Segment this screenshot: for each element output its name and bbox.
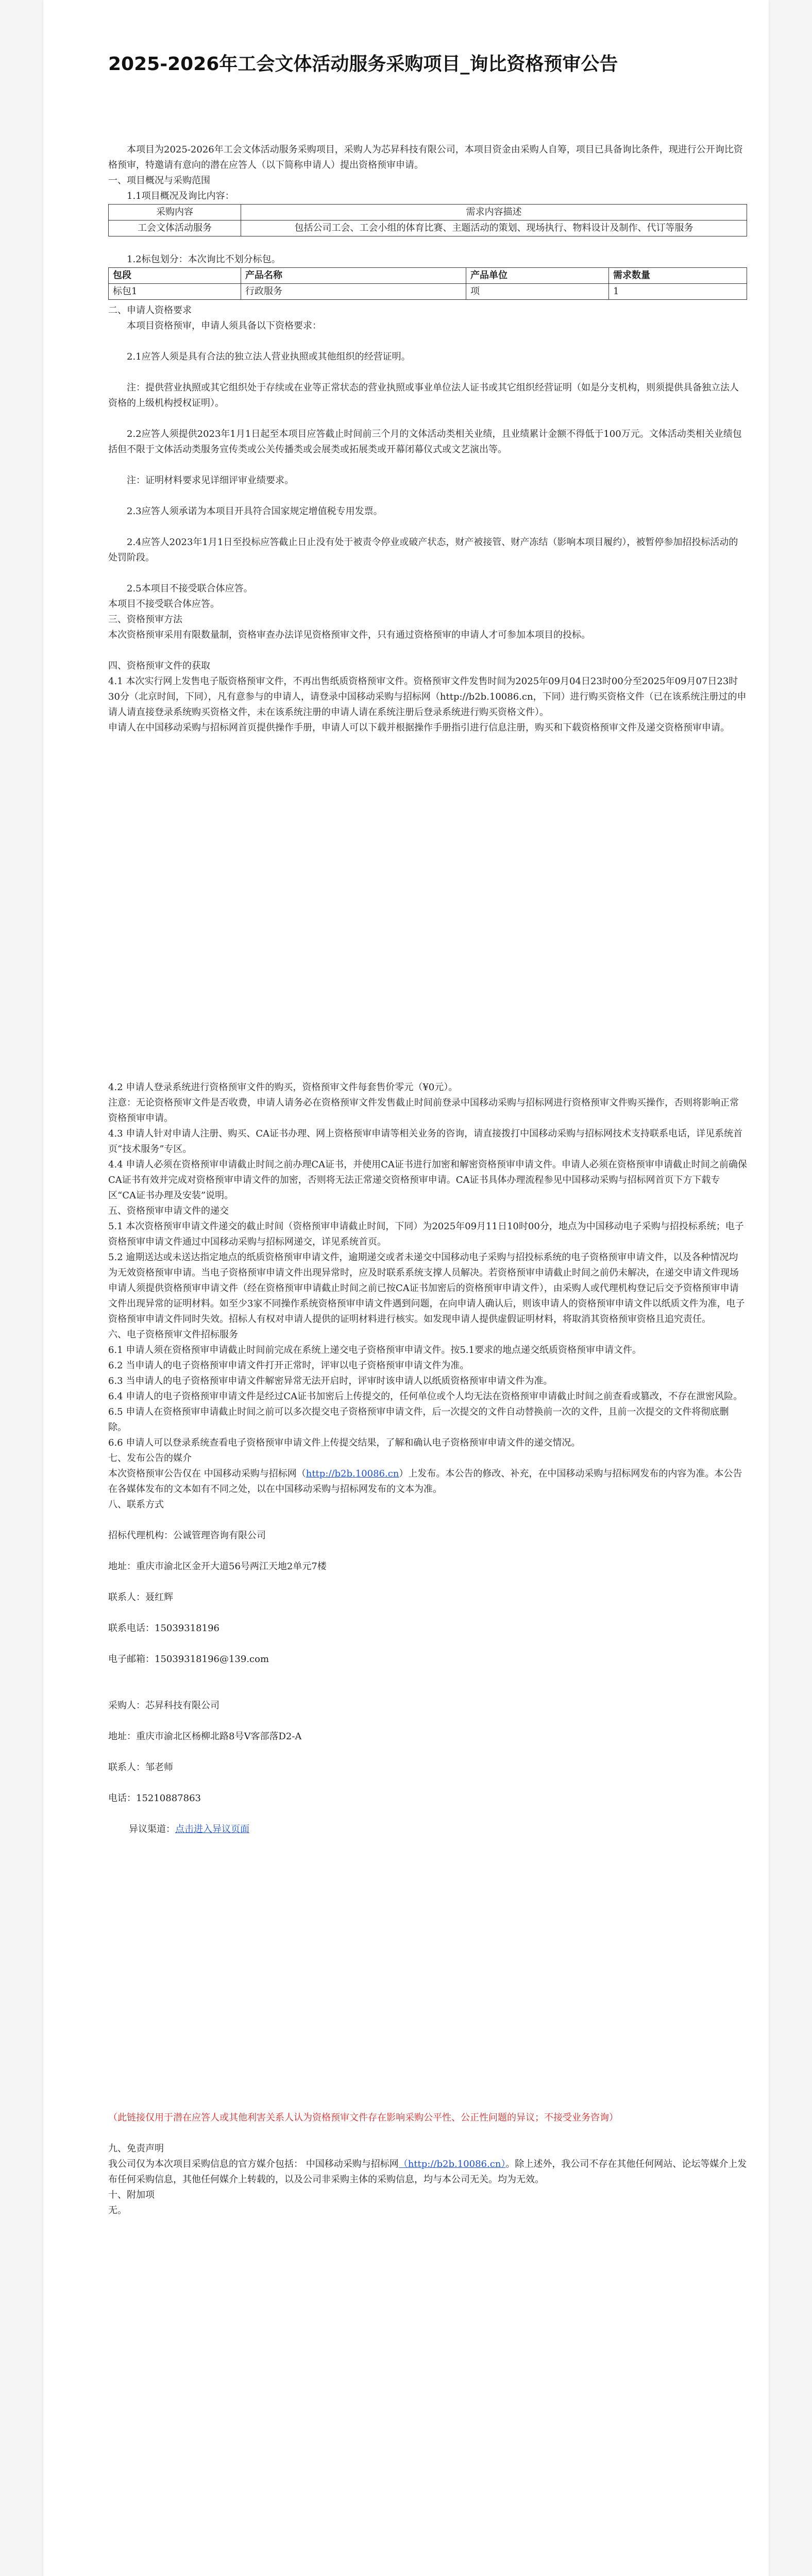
section-2-2: 2.2应答人须提供2023年1月1日起至本项目应答截止时间前三个月的文体活动类相关业绩，且业绩累计金额不得低于100万元。文体活动类相关业绩包括但不限于文体活动类服务宣传类或公关传播类或会展类或拓展类或开幕闭幕仪式或文艺演出等。	[108, 429, 742, 455]
spacer	[108, 1775, 747, 1791]
section-6-heading: 六、电子资格预审文件招标服务	[108, 1329, 238, 1340]
page-title: 2025-2026年工会文体活动服务采购项目_询比资格预审公告	[108, 54, 618, 75]
objection-warning: （此链接仅用于潜在应答人或其他利害关系人认为资格预审文件存在影响采购公平性、公正性问题的异议；不接受业务咨询）	[108, 2112, 618, 2123]
section-6-5: 6.5 申请人在资格预审申请截止时间之前可以多次提交电子资格预审申请文件，后一次提交的文件自动替换前一次的文件，且前一次提交的文件将彻底删除。	[108, 1406, 729, 1433]
section-9-text: 我公司仅为本次项目采购信息的官方媒介包括： 中国移动采购与招标网（http://b2b.10086.cn）。除上述外，我公司不存在其他任何网站、论坛等媒介上发布任何采购信息，其他任何媒介上转载的，以及公司非采购主体的采购信息，均与本公司无关。均为无效。	[108, 2159, 747, 2185]
section-5-heading: 五、资格预审申请文件的递交	[108, 1206, 229, 1216]
section-8-heading: 八、联系方式	[108, 1499, 164, 1510]
section-2-1: 2.1应答人须是具有合法的独立法人营业执照或其他组织的经营证明。	[127, 351, 411, 362]
section-3-text: 本次资格预审采用有限数量制，资格审查办法详见资格预审文件，只有通过资格预审的申请人才可参加本项目的投标。	[108, 630, 590, 640]
spacer	[108, 1714, 747, 1729]
table-cell: 标包1	[109, 284, 241, 300]
table-cell: 行政服务	[241, 284, 466, 300]
agency-email: 电子邮箱：15039318196@139.com	[108, 1654, 269, 1665]
section-2-5: 2.5本项目不接受联合体应答。	[127, 583, 253, 594]
table-header-cell: 需求内容描述	[241, 205, 747, 221]
b2b-portal-link-2[interactable]: （http://b2b.10086.cn）	[398, 2159, 506, 2170]
spacer	[108, 365, 747, 380]
section-5-1: 5.1 本次资格预审申请文件递交的截止时间（资格预审申请截止时间，下同）为2025年09月11日10时00分，地点为中国移动电子采购与招投标系统；电子资格预审申请文件通过中国移动采购与招标网递交，详见系统首页。	[108, 1221, 744, 1247]
section-10-text: 无。	[108, 2205, 127, 2216]
b2b-portal-link[interactable]: http://b2b.10086.cn	[306, 1468, 399, 1479]
section-4-1: 4.1 本次实行网上发售电子版资格预审文件，不再出售纸质资格预审文件。资格预审文件发售时间为2025年09月04日23时00分至2025年09月07日23时30分（北京时间，下同），凡有意参与的申请人，请登录中国移动采购与招标网（http://b2b.10086.cn，下同）进行购买资格文件（已在该系统注册过的申请人请直接登录系统购买资格文件，未在该系统注册的申请人请在系统注册后登录系统进行购买资格文件）。	[108, 676, 747, 718]
table-header-cell: 采购内容	[109, 205, 241, 221]
notice-body-3	[108, 2110, 747, 2218]
section-3-heading: 三、资格预审方法	[108, 614, 182, 625]
spacer	[108, 643, 747, 658]
section-4-1b: 申请人在中国移动采购与招标网首页提供操作手册，申请人可以下载并根据操作手册指引进行信息注册，购买和下载资格预审文件及递交资格预审申请。	[108, 722, 730, 733]
agency-contact: 联系人：聂红辉	[108, 1592, 173, 1603]
intro-paragraph: 本项目为2025-2026年工会文体活动服务采购项目，采购人为芯昇科技有限公司，本项目资金由采购人自筹，项目已具备询比条件，现进行公开询比资格预审，特邀请有意向的潜在应答人（以下简称申请人）提出资格预审申请。	[108, 144, 743, 171]
section-7-text: 本次资格预审公告仅在 中国移动采购与招标网（http://b2b.10086.cn）上发布。本公告的修改、补充，在中国移动采购与招标网发布的内容为准。本公告在各媒体发布的文本如有不同之处，以在中国移动采购与招标网发布的文本为准。	[108, 1468, 742, 1495]
purchaser-contact: 联系人：邹老师	[108, 1762, 173, 1773]
spacer	[108, 2126, 747, 2141]
agency-phone: 联系电话：15039318196	[108, 1623, 219, 1634]
section-7-heading: 七、发布公告的媒介	[108, 1453, 192, 1464]
notice-body-2	[108, 1080, 747, 1837]
section-4-2b: 注意：无论资格预审文件是否收费，申请人请务必在资格预审文件发售截止时间前登录中国移动采购与招标网进行资格预审文件购买操作，否则将影响正常资格预审申请。	[108, 1097, 739, 1124]
section-4-4: 4.4 申请人必须在资格预审申请截止时间之前办理CA证书，并使用CA证书进行加密和解密资格预审申请文件。申请人必须在资格预审申请截止时间之前确保CA证书有效并完成对资格预审申请文件的加密，否则将无法正常递交资格预审申请。CA证书具体办理流程参见中国移动采购与招标网首页下方下载专区“CA证书办理及安装”说明。	[108, 1159, 747, 1201]
spacer	[108, 1574, 747, 1590]
section-2-6: 本项目不接受联合体应答。	[108, 599, 219, 609]
table-cell: 包括公司工会、工会小组的体育比赛、主题活动的策划、现场执行、物料设计及制作、代订等服务	[241, 221, 747, 236]
section-2-intro: 本项目资格预审，申请人须具备以下资格要求：	[127, 320, 322, 331]
section-4-2: 4.2 申请人登录系统进行资格预审文件的购买，资格预审文件每套售价零元（¥0元）。	[108, 1082, 458, 1093]
spacer	[108, 566, 747, 581]
spacer	[108, 1636, 747, 1652]
agency-org: 招标代理机构：公诚管理咨询有限公司	[108, 1530, 266, 1541]
section-6-3: 6.3 当申请人的电子资格预审申请文件解密异常无法开启时，评审时该申请人以纸质资格预审申请文件为准。	[108, 1376, 553, 1386]
purchaser-org: 采购人：芯昇科技有限公司	[108, 1700, 219, 1711]
spacer	[108, 1683, 747, 1698]
spacer	[108, 1544, 747, 1559]
section-9-heading: 九、免责声明	[108, 2143, 164, 2154]
spacer	[108, 519, 747, 535]
section-2-4: 2.4应答人2023年1月1日至投标应答截止日止没有处于被责令停业或破产状态，财产被接管、财产冻结（影响本项目履约），被暂停参加招投标活动的处罚阶段。	[108, 537, 738, 563]
section-1-2: 1.2标包划分：本次询比不划分标包。	[127, 254, 281, 265]
section-6-2: 6.2 当申请人的电子资格预审申请文件打开正常时，评审以电子资格预审申请文件为准。	[108, 1360, 469, 1371]
spacer	[108, 411, 747, 427]
objection-page-link[interactable]: 点击进入异议页面	[175, 1824, 249, 1835]
purchaser-phone: 电话：15210887863	[108, 1793, 201, 1804]
table-cell: 项	[466, 284, 609, 300]
section-2-3: 2.3应答人须承诺为本项目开具符合国家规定增值税专用发票。	[127, 506, 383, 517]
procurement-content-table	[108, 204, 747, 236]
section-2-heading: 二、申请人资格要求	[108, 305, 192, 316]
section-1-1: 1.1项目概况及询比内容：	[127, 191, 234, 201]
package-table	[108, 267, 747, 300]
spacer	[108, 1744, 747, 1760]
section-6-1: 6.1 申请人须在资格预审申请截止时间前完成在系统上递交电子资格预审申请文件。按5.1要求的地点递交纸质资格预审申请文件。	[108, 1345, 641, 1355]
table-header-cell: 包段	[109, 268, 241, 284]
section-6-4: 6.4 申请人的电子资格预审申请文件是经过CA证书加密后上传提交的，任何单位或个人均无法在资格预审申请截止时间之前查看或篡改，不存在泄密风险。	[108, 1391, 743, 1402]
spacer	[108, 1667, 747, 1683]
spacer	[108, 1513, 747, 1528]
section-1-heading: 一、项目概况与采购范围	[108, 175, 210, 186]
section-6-6: 6.6 申请人可以登录系统查看电子资格预审申请文件上传提交结果，了解和确认电子资格预审申请文件的递交情况。	[108, 1437, 581, 1448]
table-header-cell: 产品名称	[241, 268, 466, 284]
section-2-1-note: 注：提供营业执照或其它组织处于存续或在业等正常状态的营业执照或事业单位法人证书或其它组织经营证明（如是分支机构，则须提供具备独立法人资格的上级机构授权证明）。	[108, 382, 739, 409]
notice-body	[108, 142, 747, 736]
section-4-heading: 四、资格预审文件的获取	[108, 660, 210, 671]
table-cell: 工会文体活动服务	[109, 221, 241, 236]
spacer	[108, 236, 747, 252]
section-5-2: 5.2 逾期送达或未送达指定地点的纸质资格预审申请文件，逾期递交或者未递交中国移动电子采购与招投标系统的电子资格预审申请文件，以及各种情况均为无效资格预审申请。当电子资格预审申请文件出现异常时，应及时联系系统支撑人员解决。若资格预审申请截止时间之前仍未解决，在递交申请文件现场申请人须提供资格预审申请文件（经在资格预审申请截止时间之前已按CA证书加密后的资格预审申请文件），由采购人或代理机构登记后交予资格预审申请文件出现异常的证明材料。如至少3家不同操作系统资格预审申请文件遇到问题，在向申请人确认后，则该申请人的资格预审申请文件以纸质文件为准，电子资格预审申请文件同时失效。招标人有权对申请人提供的证明材料进行核实。如发现申请人提供虚假证明材料，将取消其资格预审资格且追究责任。	[108, 1252, 745, 1325]
spacer	[108, 1605, 747, 1621]
spacer	[108, 334, 747, 349]
spacer	[108, 488, 747, 504]
spacer	[108, 457, 747, 473]
spacer	[108, 1806, 747, 1822]
table-header-cell: 产品单位	[466, 268, 609, 284]
section-10-heading: 十、附加项	[108, 2190, 155, 2200]
agency-address: 地址：重庆市渝北区金开大道56号两江天地2单元7楼	[108, 1561, 327, 1572]
objection-channel: 异议渠道：点击进入异议页面	[129, 1824, 249, 1835]
section-4-3: 4.3 申请人针对申请人注册、购买、CA证书办理、网上资格预审申请等相关业务的咨询，请直接拨打中国移动采购与招标网技术支持联系电话，详见系统首页“技术服务”专区。	[108, 1128, 743, 1155]
table-header-cell: 需求数量	[609, 268, 747, 284]
purchaser-address: 地址：重庆市渝北区杨柳北路8号V客部落D2-A	[108, 1731, 302, 1742]
table-cell: 1	[609, 284, 747, 300]
section-2-2-note: 注：证明材料要求见详细评审业绩要求。	[127, 475, 294, 486]
